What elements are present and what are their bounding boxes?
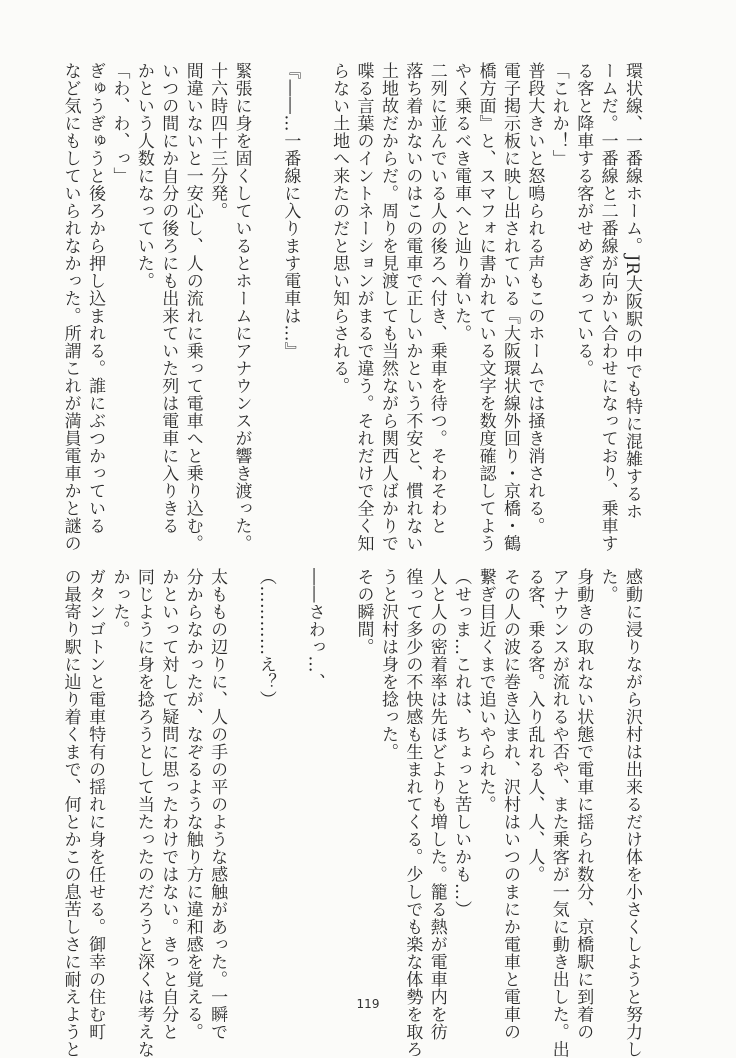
text-line <box>278 568 302 1038</box>
text-line: の最寄り駅に辿り着くまで、何とかこの息苦しさに耐えようと <box>60 568 81 1058</box>
text-line: 『――…一番線に入ります電車は…』 <box>280 62 301 360</box>
text-column-bottom <box>60 568 644 1058</box>
text-line: 繋ぎ目近くまで追いやられた。 <box>475 568 496 813</box>
text-line: 緊張に身を固くしているとホームにアナウンスが響き渡った。 <box>231 62 252 552</box>
text-line: かといって対して疑問に思ったわけではない。きっと自分と <box>158 568 179 1041</box>
text-line: る客、乗る客。入り乱れる人、人、人。 <box>524 568 545 883</box>
text-line: うと沢村は身を捻った。 <box>377 568 398 761</box>
text-line: など気にもしていられなかった。所謂これが満員電車かと謎の <box>60 62 81 552</box>
text-line: ぎゅうぎゅうと後ろから押し込まれる。誰にぶつかっている <box>85 62 106 535</box>
text-line: 徨って多少の不快感も生まれてくる。少しでも楽な体勢を取ろ <box>402 568 423 1058</box>
text-line: 喋る言葉のイントネーションがまるで違う。それだけで全く知 <box>353 62 374 552</box>
text-line: ームだ。一番線と二番線が向かい合わせになっており、乗車す <box>597 62 618 552</box>
text-line: 分からなかったが、なぞるような触り方に違和感を覚える。 <box>182 568 203 1041</box>
text-line: かった。 <box>109 568 130 638</box>
text-line: かという人数になっていた。 <box>133 62 154 290</box>
text-line: その人の波に巻き込まれ、沢村はいつのまにか電車と電車の <box>499 568 520 1041</box>
text-line: 間違いないと一安心し、人の流れに乗って電車へと乗り込む。 <box>182 62 203 552</box>
text-line: 環状線、一番線ホーム。JR大阪駅の中でも特に混雑するホ <box>622 62 642 521</box>
text-line: 電子掲示板に映し出されている『大阪環状線外回り・京橋・鶴 <box>499 62 520 552</box>
text-line: た。 <box>597 568 618 603</box>
page-number: 119 <box>356 997 380 1011</box>
text-line: その瞬間。 <box>353 568 374 656</box>
text-line: 「これか！」 <box>548 62 569 167</box>
text-column-top <box>60 62 644 552</box>
text-line: アナウンスが流れるや否や、また乗客が一気に動き出した。出 <box>548 568 569 1058</box>
text-line <box>229 568 253 1038</box>
text-line: 身動きの取れない状態で電車に揺られ数分、京橋駅に到着の <box>573 568 594 1041</box>
text-line: いつの間にか自分の後ろにも出来ていた列は電車に入りきる <box>158 62 179 535</box>
text-line: やく乗るべき電車へと辿り着いた。 <box>451 62 472 342</box>
text-line: 十六時四十三分発。 <box>207 62 228 220</box>
text-line <box>302 62 326 532</box>
text-line: 落ち着かないのはこの電車で正しいかという不安と、慣れない <box>402 62 423 552</box>
text-line: 橋方面』と、スマフォに書かれている文字を数度確認してよう <box>475 62 496 552</box>
text-line: 人と人の密着率は先ほどよりも増した。籠る熱が電車内を彷 <box>426 568 447 1041</box>
text-line: 同じように身を捻ろうとして当たったのだろうと深くは考えな <box>133 568 154 1058</box>
text-line: 「わ、わ、っ」 <box>109 62 130 185</box>
text-line: 感動に浸りながら沢村は出来るだけ体を小さくしようと努力し <box>622 568 642 1058</box>
text-line: 土地故だからだ。周りを見渡しても当然ながら関西人ばかりで <box>377 62 398 552</box>
text-line <box>327 568 351 1038</box>
text-line: ガタンゴトンと電車特有の揺れに身を任せる。御幸の住む町 <box>85 568 106 1041</box>
text-line: 太ももの辺りに、人の手の平のような感触があった。一瞬で <box>207 568 228 1041</box>
text-line: 二列に並んでいる人の後ろへ付き、乗車を待つ。そわそわと <box>426 62 447 535</box>
text-line: （せっま…これは、ちょっと苦しいかも…） <box>451 568 472 918</box>
text-line: 普段大きいと怒鳴られる声もこのホームでは掻き消される。 <box>524 62 545 535</box>
text-line: る客と降車する客がせめぎあっている。 <box>573 62 594 377</box>
text-line: （…………え？） <box>255 568 276 708</box>
text-line: らない土地へ来たのだと思い知らされる。 <box>329 62 350 395</box>
text-line <box>254 62 278 532</box>
text-line: ――さわっ…、 <box>304 568 325 691</box>
